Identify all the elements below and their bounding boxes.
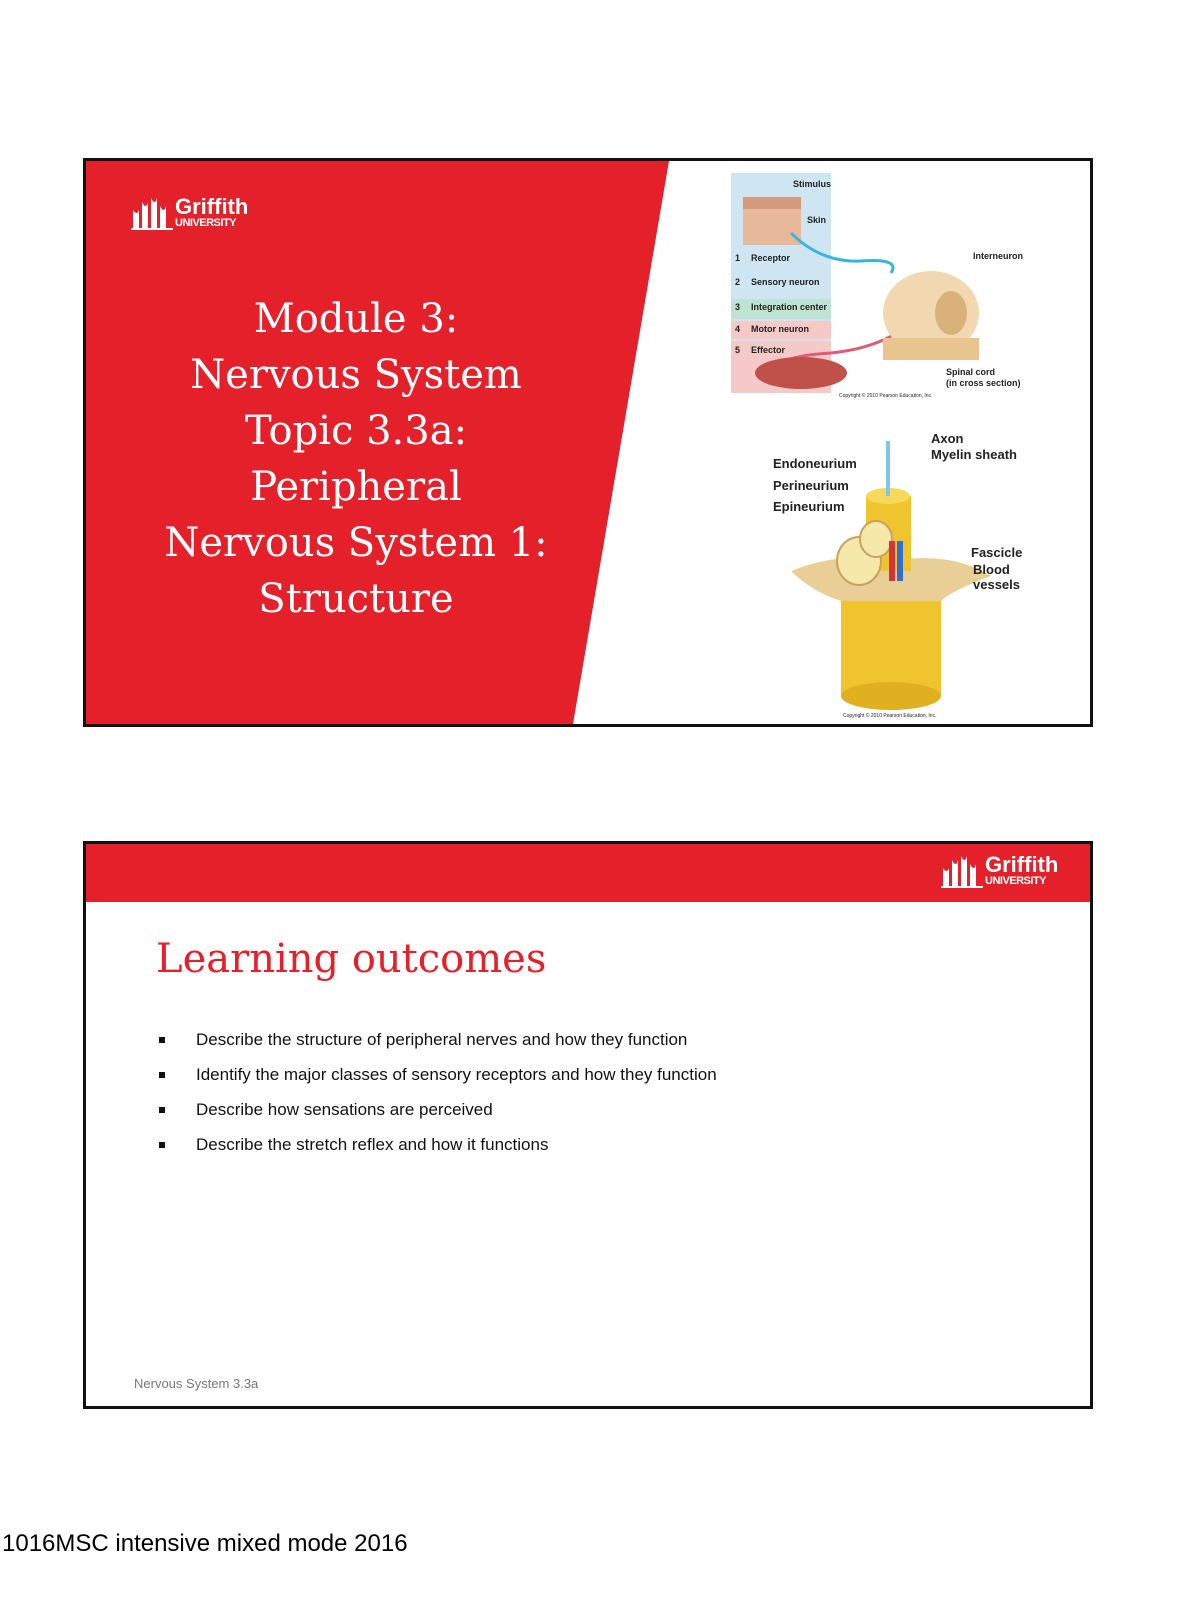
- list-item: Describe the stretch reflex and how it functions: [156, 1134, 717, 1169]
- label-stimulus: Stimulus: [793, 179, 832, 189]
- logo-word-university: UNIVERSITY: [175, 217, 237, 229]
- label-axon: Axon: [931, 431, 964, 446]
- label-integration-center: Integration center: [751, 302, 828, 312]
- label-endoneurium: Endoneurium: [773, 456, 857, 471]
- griffith-logo: [941, 854, 1058, 888]
- title-slide: [83, 158, 1093, 727]
- number-badge: 3: [735, 302, 741, 312]
- number-badge: 2: [735, 277, 741, 287]
- reflex-arc-diagram: [731, 173, 1081, 403]
- title-line: Topic 3.3a:: [244, 408, 468, 454]
- label-myelin-sheath: Myelin sheath: [931, 447, 1017, 462]
- number-badge: 5: [735, 345, 741, 355]
- slide-title: [116, 291, 596, 627]
- page-footer: 1016MSC intensive mixed mode 2016: [2, 1530, 408, 1557]
- nerve-structure-diagram: [751, 421, 1081, 721]
- griffith-logo-icon: [941, 854, 985, 888]
- label-vessels: vessels: [973, 577, 1020, 592]
- slide-footer: Nervous System 3.3a: [134, 1376, 259, 1391]
- title-line: Structure: [258, 576, 454, 622]
- learning-outcomes-slide: [83, 841, 1093, 1409]
- learning-outcomes-list: [156, 1029, 717, 1169]
- griffith-logo: [131, 196, 248, 230]
- slide-title: Learning outcomes: [156, 936, 547, 982]
- label-motor-neuron: Motor neuron: [751, 324, 809, 334]
- logo-word-griffith: Griffith: [985, 852, 1059, 877]
- label-receptor: Receptor: [751, 253, 791, 263]
- label-interneuron: Interneuron: [973, 251, 1024, 261]
- number-badge: 4: [735, 324, 741, 334]
- title-line: Nervous System: [190, 352, 522, 398]
- griffith-logo-icon: [131, 196, 175, 230]
- copyright-note: Copyright © 2010 Pearson Education, Inc.: [839, 393, 933, 399]
- reflex-arc-illustration: [731, 173, 1081, 403]
- label-skin: Skin: [807, 215, 827, 225]
- label-fascicle: Fascicle: [971, 545, 1023, 560]
- label-epineurium: Epineurium: [773, 499, 845, 514]
- label-blood: Blood: [973, 562, 1010, 577]
- copyright-note: Copyright © 2010 Pearson Education, Inc.: [843, 713, 937, 719]
- list-item: Describe how sensations are perceived: [156, 1099, 717, 1134]
- label-spinal-cord: Spinal cord: [946, 367, 996, 377]
- label-effector: Effector: [751, 345, 786, 355]
- list-item: Identify the major classes of sensory receptors and how they function: [156, 1064, 717, 1099]
- title-line: Module 3:: [253, 296, 459, 342]
- header-band: [86, 844, 1090, 902]
- logo-word-griffith: Griffith: [175, 194, 249, 219]
- list-item: Describe the structure of peripheral nerves and how they function: [156, 1029, 717, 1064]
- label-sensory-neuron: Sensory neuron: [751, 277, 820, 287]
- logo-word-university: UNIVERSITY: [985, 875, 1047, 887]
- title-line: Peripheral: [250, 464, 462, 510]
- label-perineurium: Perineurium: [773, 478, 849, 493]
- number-badge: 1: [735, 253, 741, 263]
- title-line: Nervous System 1:: [164, 520, 548, 566]
- label-cross-section: (in cross section): [946, 378, 1021, 388]
